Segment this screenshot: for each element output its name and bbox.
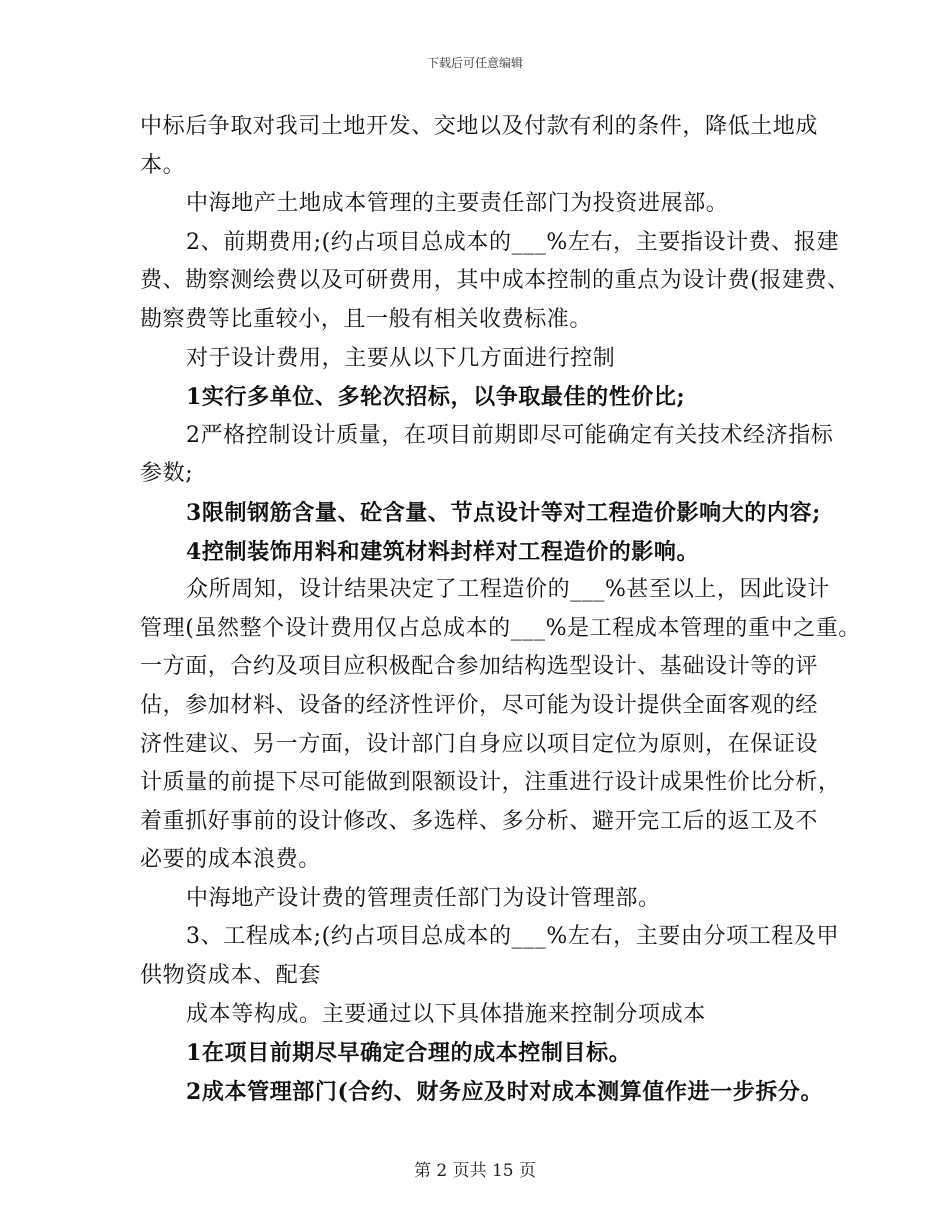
text-line: 4控制装饰用料和建筑材料封样对工程造价的影响。 xyxy=(186,538,700,565)
text-line: 费、勘察测绘费以及可研费用，其中成本控制的重点为设计费(报建费、 xyxy=(140,268,850,294)
text-line: 勘察费等比重较小，且一般有相关收费标准。 xyxy=(140,306,593,332)
text-line: 3、工程成本;(约占项目总成本的___%左右，主要由分项工程及甲 xyxy=(186,924,840,950)
text-line: 估，参加材料、设备的经济性评价，尽可能为设计提供全面客观的经 xyxy=(140,692,819,718)
text-line: 必要的成本浪费。 xyxy=(140,847,321,873)
text-line: 对于设计费用，主要从以下几方面进行控制 xyxy=(186,345,616,371)
text-line: 1实行多单位、多轮次招标，以争取最佳的性价比; xyxy=(186,384,686,411)
text-line: 供物资成本、配套 xyxy=(140,963,321,989)
text-line: 着重抓好事前的设计修改、多选样、多分析、避开完工后的返工及不 xyxy=(140,808,819,834)
text-line: 2、前期费用;(约占项目总成本的___%左右，主要指设计费、报建 xyxy=(186,229,840,255)
text-line: 一方面，合约及项目应积极配合参加结构选型设计、基础设计等的评 xyxy=(140,654,819,680)
document-body xyxy=(140,108,861,1111)
text-line: 本。 xyxy=(140,152,186,178)
text-line: 计质量的前提下尽可能做到限额设计，注重进行设计成果性价比分析， xyxy=(140,770,841,796)
text-line: 中标后争取对我司土地开发、交地以及付款有利的条件，降低土地成 xyxy=(140,114,819,139)
text-line: 济性建议、另一方面，设计部门自身应以项目定位为原则，在保证设 xyxy=(140,731,819,757)
text-line: 1在项目前期尽早确定合理的成本控制目标。 xyxy=(186,1040,632,1067)
text-line: 管理(虽然整个设计费用仅占总成本的___%是工程成本管理的重中之重。 xyxy=(140,615,861,641)
page-header: 下载后可任意编辑 xyxy=(426,56,523,70)
text-line: 中海地产土地成本管理的主要责任部门为投资进展部。 xyxy=(186,191,729,217)
text-line: 2成本管理部门(合约、财务应及时对成本测算值作进一步拆分。 xyxy=(186,1078,824,1105)
text-line: 2严格控制设计质量，在项目前期即尽可能确定有关技术经济指标 xyxy=(186,422,834,448)
text-line: 参数; xyxy=(140,461,194,487)
text-line: 众所周知，设计结果决定了工程造价的___%甚至以上，因此设计 xyxy=(186,577,830,603)
text-line: 成本等构成。主要通过以下具体措施来控制分项成本 xyxy=(186,1001,706,1027)
text-line: 中海地产设计费的管理责任部门为设计管理部。 xyxy=(186,885,661,911)
page-footer: 第 2 页共 15 页 xyxy=(413,1161,537,1181)
text-line: 3限制钢筋含量、砼含量、节点设计等对工程造价影响大的内容; xyxy=(186,499,821,526)
